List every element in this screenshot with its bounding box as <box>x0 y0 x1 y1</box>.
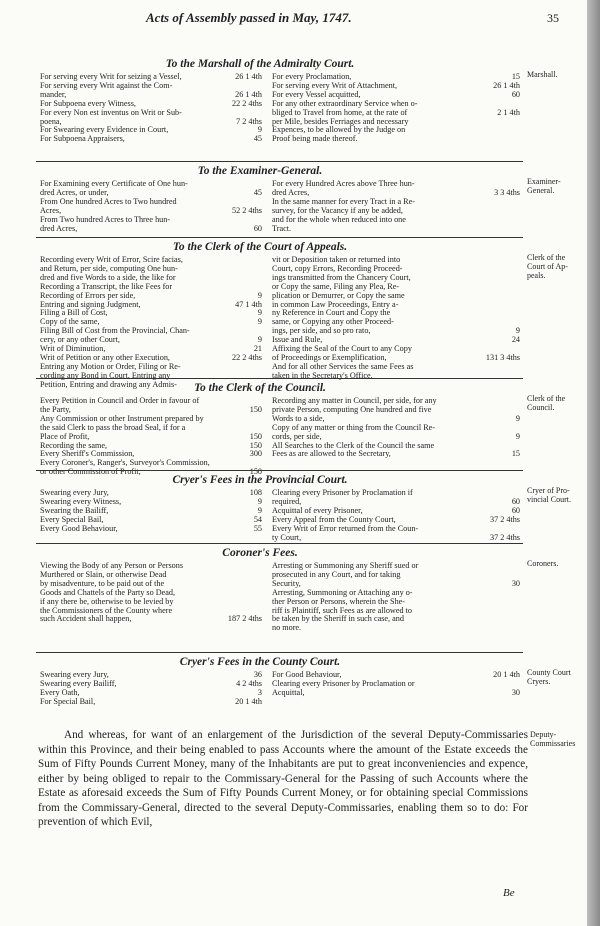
fee-amount: 47 1 4th <box>235 299 262 309</box>
fee-item-text: Every Special Bail, <box>40 514 104 524</box>
section-title: Cryer's Fees in the County Court. <box>179 656 341 668</box>
margin-line: Deputy- <box>530 730 557 739</box>
fee-amount: 4 2 4ths <box>236 678 262 688</box>
fee-item-text: Every Good Behaviour, <box>40 523 118 533</box>
fee-item-text: the Commissioners of the County where <box>40 605 173 615</box>
fee-row <box>40 109 262 118</box>
section-title: To the Marshall of the Admiralty Court. <box>165 58 355 70</box>
fee-item-text: and Return, per side, computing One hun- <box>40 263 178 273</box>
fee-row <box>40 198 262 207</box>
fee-item-text: All Searches to the Clerk of the Council the same <box>272 440 435 450</box>
fee-amount: 26 1 4th <box>235 72 262 81</box>
fee-item-text: And for all other Services the same Fees as <box>272 361 414 371</box>
fee-amount: 108 <box>249 488 262 497</box>
fee-amount: 24 <box>511 335 520 345</box>
fee-item-text: dred Acres, or under, <box>40 187 109 197</box>
fee-item-text: Recording every Writ of Error, Scire facias, <box>40 255 183 264</box>
right-fee-column <box>272 256 520 381</box>
fee-item-text: From One hundred Acres to Two hundred <box>40 196 177 206</box>
fee-item-text: For every Vessel acquitted, <box>272 89 361 99</box>
left-fee-column <box>40 256 262 390</box>
fee-amount: 22 2 4ths <box>231 352 262 362</box>
catchword: Be <box>503 887 515 899</box>
fee-item-text: For serving every Writ against the Com- <box>40 80 173 90</box>
fee-item-text: required, <box>272 496 302 506</box>
fee-amount: 9 <box>257 505 262 515</box>
left-fee-column <box>40 489 262 534</box>
fee-row <box>272 372 520 381</box>
left-fee-column <box>40 180 262 233</box>
fee-item-text: mander, <box>40 89 67 99</box>
fee-amount: 9 <box>515 431 520 441</box>
fee-item-text: Fees as are allowed to the Secretary, <box>272 449 391 459</box>
fee-item-text: Filing a Bill of Cost, <box>40 308 108 318</box>
fee-item-text: Place of Profit, <box>40 431 90 441</box>
fee-item-text: For Subpoena every Witness, <box>40 98 136 108</box>
margin-line: Council. <box>527 403 555 412</box>
fee-item-text: For Swearing every Evidence in Court, <box>40 125 169 135</box>
enacting-paragraph <box>38 728 528 830</box>
fee-amount: 2 1 4th <box>497 107 520 117</box>
fee-item-text: Every Sheriff's Commission, <box>40 449 135 459</box>
fee-row <box>272 450 520 459</box>
fee-item-text: dred Acres, <box>272 187 310 197</box>
margin-line: Clerk of the <box>527 394 566 403</box>
fee-item-text: Every Petition in Council and Order in favour of <box>40 396 200 405</box>
margin-line: peals. <box>527 271 546 280</box>
section-marginal-note <box>527 253 568 280</box>
fee-item-text: ings transmitted from the Chancery Court, <box>272 272 411 282</box>
fee-amount: 15 <box>511 449 520 459</box>
fee-amount: 9 <box>257 290 262 300</box>
fee-amount: 3 <box>257 687 262 697</box>
fee-item-text: Copy of any matter or thing from the Council Re- <box>272 422 436 432</box>
fee-amount: 54 <box>253 514 262 524</box>
section-marginal-note <box>527 486 571 504</box>
margin-line: vincial Court. <box>527 495 571 504</box>
fee-item-text: Court, copy Errors, Recording Proceed- <box>272 263 403 273</box>
fee-row <box>272 135 520 144</box>
fee-row <box>40 525 262 534</box>
fee-item-text: Security, <box>272 578 301 588</box>
fee-item-text: vit or Deposition taken or returned into <box>272 255 401 264</box>
fee-row <box>272 534 520 543</box>
fee-amount: 60 <box>253 223 262 233</box>
section-marginal-note <box>527 70 557 79</box>
fee-row <box>40 82 262 91</box>
section-title: To the Examiner-General. <box>197 165 323 177</box>
section-marginal-note <box>527 394 565 412</box>
fee-row <box>40 135 262 144</box>
fee-item-text: For Special Bail, <box>40 696 96 706</box>
fee-item-text: private Person, computing One hundred and five <box>272 404 432 414</box>
fee-item-text: Recording any matter in Council, per side, for any <box>272 396 437 405</box>
fee-amount: 3 3 4ths <box>494 187 520 197</box>
fee-item-text: cords, per side, <box>272 431 322 441</box>
right-fee-column <box>272 397 520 459</box>
fee-item-text: be taken by the Sheriff in such case, and <box>272 614 404 624</box>
fee-item-text: Words to a side, <box>272 413 325 423</box>
fee-amount: 60 <box>511 505 520 515</box>
fee-item-text: Writ of Petition or any other Execution, <box>40 352 170 362</box>
fee-row <box>272 571 520 580</box>
section-title: Cryer's Fees in the Provincial Court. <box>172 474 348 486</box>
left-fee-column <box>40 562 262 624</box>
fee-amount: 9 <box>257 335 262 345</box>
fee-item-text: Every Oath, <box>40 687 80 697</box>
fee-item-text: For every Non est inventus on Writ or Sub- <box>40 107 182 117</box>
fee-amount: 45 <box>253 134 262 144</box>
fee-amount: 9 <box>515 326 520 336</box>
left-fee-column <box>40 671 262 707</box>
fee-amount: 22 2 4ths <box>231 98 262 108</box>
paragraph-text: And whereas, for want of an enlargement of the Jurisdiction of the several Deputy-Commissaries within this Province, and their being enabled to pass Accounts where the amount of the Estate exceeds the Sum of Fifty Pounds Current Money, many of the Inhabitants are put to great inconveniencies and expence, either by being obliged to repair to the Commissary-General for the Passing of such Accounts where the Estate as aforesaid exceeds the Sum of Fifty Pounds Current Money, or for obtaining special Commissions from the Commissary-General, directed to the several Deputy-Commissaries, enabling them so to do: For prevention of which Evil, <box>38 729 528 828</box>
fee-row <box>40 615 262 624</box>
fee-item-text: Arresting or Summoning any Sheriff sued or <box>272 561 419 570</box>
fee-item-text: From Two hundred Acres to Three hun- <box>40 214 171 224</box>
fee-amount: 9 <box>515 413 520 423</box>
fee-item-text: Swearing every Jury, <box>40 670 109 679</box>
fee-item-text: bliged to Travel from home, at the rate of <box>272 107 408 117</box>
fee-item-text: Proof being made thereof. <box>272 134 358 144</box>
fee-amount: 9 <box>257 317 262 327</box>
fee-row <box>40 397 262 406</box>
fee-item-text: poena, <box>40 116 62 126</box>
fee-amount: 9 <box>257 125 262 135</box>
fee-item-text: prosecuted in any Court, and for taking <box>272 569 401 579</box>
fee-item-text: For any other extraordinary Service when o- <box>272 98 418 108</box>
fee-item-text: Every Writ of Error returned from the Coun- <box>272 523 419 533</box>
section-marginal-note <box>527 559 558 568</box>
fee-item-text: Recording the same, <box>40 440 108 450</box>
fee-amount: 36 <box>253 670 262 679</box>
section-divider <box>36 543 523 544</box>
fee-item-text: For Examining every Certificate of One hun- <box>40 179 188 188</box>
section-divider <box>36 378 523 379</box>
fee-row <box>272 525 520 534</box>
fee-row <box>40 698 262 707</box>
fee-item-text: or other Commission of Profit, <box>40 467 141 477</box>
fee-item-text: Clearing every Prisoner by Proclamation or <box>272 678 415 688</box>
fee-row <box>272 680 520 689</box>
fee-item-text: ny Reference in Court and Copy the <box>272 308 391 318</box>
fee-amount: 9 <box>257 496 262 506</box>
fee-item-text: per Mile, besides Ferriages and necessary <box>272 116 409 126</box>
fee-item-text: Arresting, Summoning or Attaching any o- <box>272 587 413 597</box>
fee-item-text: of Proceedings or Exemplification, <box>272 352 387 362</box>
section-divider <box>36 470 523 471</box>
page-number: 35 <box>547 11 559 25</box>
paragraph-marginal-note <box>530 730 575 748</box>
margin-line: Coroners. <box>527 559 559 568</box>
fee-row <box>40 225 262 234</box>
fee-item-text: cery, or any other Court, <box>40 335 120 345</box>
left-fee-column <box>40 397 262 477</box>
fee-item-text: Issue and Rule, <box>272 335 323 345</box>
fee-item-text: Entring and signing Judgment, <box>40 299 141 309</box>
fee-amount: 37 2 4ths <box>489 532 520 542</box>
fee-row <box>272 216 520 225</box>
fee-amount: 15 <box>511 72 520 81</box>
fee-item-text: Recording of Errors per side, <box>40 290 136 300</box>
section-divider <box>36 237 523 238</box>
fee-item-text: same, or Copying any other Proceed- <box>272 317 394 327</box>
fee-amount: 55 <box>253 523 262 533</box>
margin-line: Examiner- <box>527 177 561 186</box>
fee-item-text: riff is Plaintiff, such Fees as are allowed to <box>272 605 412 615</box>
fee-amount: 9 <box>257 308 262 318</box>
fee-item-text: Swearing every Jury, <box>40 488 109 497</box>
margin-line: Marshall. <box>527 70 558 79</box>
left-fee-column <box>40 73 262 144</box>
right-fee-column <box>272 73 520 144</box>
fee-amount: 37 2 4ths <box>489 514 520 524</box>
fee-item-text: Swearing every Witness, <box>40 496 122 506</box>
margin-line: Cryer of Pro- <box>527 486 570 495</box>
fee-item-text: Acquittal of every Prisoner, <box>272 505 363 515</box>
fee-item-text: Murthered or Slain, or otherwise Dead <box>40 569 167 579</box>
section-marginal-note <box>527 177 561 195</box>
fee-item-text: dred Acres, <box>40 223 78 233</box>
fee-item-text: and for the whole when reduced into one <box>272 214 406 224</box>
fee-item-text: Any Commission or other Instrument prepared by <box>40 413 204 423</box>
right-fee-column <box>272 489 520 542</box>
fee-amount: 60 <box>511 89 520 99</box>
fee-item-text: the said Clerk to pass the broad Seal, if for a <box>40 422 186 432</box>
margin-line: County Court <box>527 668 571 677</box>
fee-item-text: Copy of the same, <box>40 317 100 327</box>
margin-line: General. <box>527 186 555 195</box>
margin-line: Commissaries <box>530 739 576 748</box>
fee-item-text: Swearing every Bailiff, <box>40 678 117 688</box>
fee-amount: 187 2 4ths <box>227 614 262 624</box>
fee-amount: 21 <box>253 344 262 354</box>
fee-item-text: by misadventure, to be paid out of the <box>40 578 165 588</box>
section-title: To the Clerk of the Court of Appeals. <box>172 241 348 253</box>
fee-item-text: For serving every Writ for seizing a Vessel, <box>40 72 182 81</box>
fee-amount: 30 <box>511 687 520 697</box>
fee-item-text: Petition, Entring and drawing any Admis- <box>40 379 177 389</box>
fee-item-text: ty Court, <box>272 532 302 542</box>
fee-item-text: For Subpoena Appraisers, <box>40 134 125 144</box>
fee-item-text: Viewing the Body of any Person or Persons <box>40 561 184 570</box>
right-fee-column <box>272 562 520 633</box>
fee-row <box>272 615 520 624</box>
fee-amount: 26 1 4th <box>493 80 520 90</box>
right-fee-column <box>272 180 520 233</box>
margin-line: Clerk of the <box>527 253 566 262</box>
section-title: Coroner's Fees. <box>222 547 298 559</box>
fee-item-text: ther Person or Persons, wherein the She- <box>272 596 406 606</box>
fee-amount: 26 1 4th <box>235 89 262 99</box>
fee-item-text: In the same manner for every Tract in a Re- <box>272 196 416 206</box>
fee-item-text: Tract. <box>272 223 292 233</box>
margin-line: Court of Ap- <box>527 262 568 271</box>
page-header-title: Acts of Assembly passed in May, 1747. <box>146 10 352 25</box>
fee-item-text: the Party, <box>40 404 71 414</box>
fee-item-text: no more. <box>272 623 302 633</box>
fee-row <box>272 489 520 498</box>
fee-item-text: For serving every Writ of Attachment, <box>272 80 398 90</box>
fee-amount: 150 <box>249 440 262 450</box>
fee-amount: 30 <box>511 578 520 588</box>
book-spine-edge <box>587 0 600 926</box>
fee-item-text: Writ of Diminution, <box>40 344 106 354</box>
fee-item-text: Clearing every Prisoner by Proclamation if <box>272 488 413 497</box>
fee-item-text: ings, per side, and so pro rato, <box>272 326 371 336</box>
section-title: To the Clerk of the Council. <box>194 382 326 394</box>
fee-item-text: Acquittal, <box>272 687 305 697</box>
fee-item-text: plication or Demurrer, or Copy the same <box>272 290 405 300</box>
fee-item-text: if any there be, otherwise to be levied by <box>40 596 174 606</box>
fee-item-text: Swearing the Bailiff, <box>40 505 109 515</box>
fee-item-text: Expences, to be allowed by the Judge on <box>272 125 406 135</box>
fee-item-text: Entring any Motion or Order, Filing or Re- <box>40 361 181 371</box>
fee-amount: 52 2 4ths <box>231 205 262 215</box>
fee-amount: 300 <box>249 449 262 459</box>
fee-amount: 150 <box>249 404 262 414</box>
fee-amount: 45 <box>253 187 262 197</box>
fee-amount: 150 <box>249 467 262 477</box>
section-marginal-note <box>527 668 571 686</box>
fee-item-text: cording any Bond in Court, Entring any <box>40 370 171 380</box>
fee-item-text: Affixing the Seal of the Court to any Copy <box>272 344 412 354</box>
fee-row <box>272 624 520 633</box>
fee-amount: 131 3 4ths <box>485 352 520 362</box>
fee-item-text: Acres, <box>40 205 62 215</box>
margin-line: Cryers. <box>527 677 551 686</box>
fee-item-text: Filing Bill of Cost from the Provincial, Chan- <box>40 326 190 336</box>
fee-item-text: in common Law Proceedings, Entry a- <box>272 299 399 309</box>
fee-item-text: or Copy the same, Filing any Plea, Re- <box>272 281 400 291</box>
fee-row <box>272 225 520 234</box>
fee-item-text: For Good Behaviour, <box>272 670 342 679</box>
fee-item-text: such Accident shall happen, <box>40 614 132 624</box>
fee-amount: 150 <box>249 431 262 441</box>
fee-amount: 60 <box>511 496 520 506</box>
fee-item-text: dred and five Words to a side, the like for <box>40 272 176 282</box>
fee-item-text: Every Coroner's, Ranger's, Surveyor's Commission, <box>40 458 210 468</box>
fee-item-text: Goods and Chattels of the Party so Dead, <box>40 587 176 597</box>
right-fee-column <box>272 671 520 698</box>
fee-amount: 20 1 4th <box>235 696 262 706</box>
fee-item-text: taken in the Secretary's Office. <box>272 370 373 380</box>
fee-item-text: Every Appeal from the County Court, <box>272 514 396 524</box>
fee-amount: 20 1 4th <box>493 670 520 679</box>
section-divider <box>36 161 523 162</box>
fee-item-text: For every Hundred Acres above Three hun- <box>272 179 415 188</box>
fee-item-text: survey, for the Vacancy if any be added, <box>272 205 403 215</box>
fee-item-text: For every Proclamation, <box>272 72 352 81</box>
fee-amount: 7 2 4ths <box>236 116 262 126</box>
fee-item-text: Recording a Transcript, the like Fees for <box>40 281 173 291</box>
fee-row <box>272 689 520 698</box>
section-divider <box>36 652 523 653</box>
